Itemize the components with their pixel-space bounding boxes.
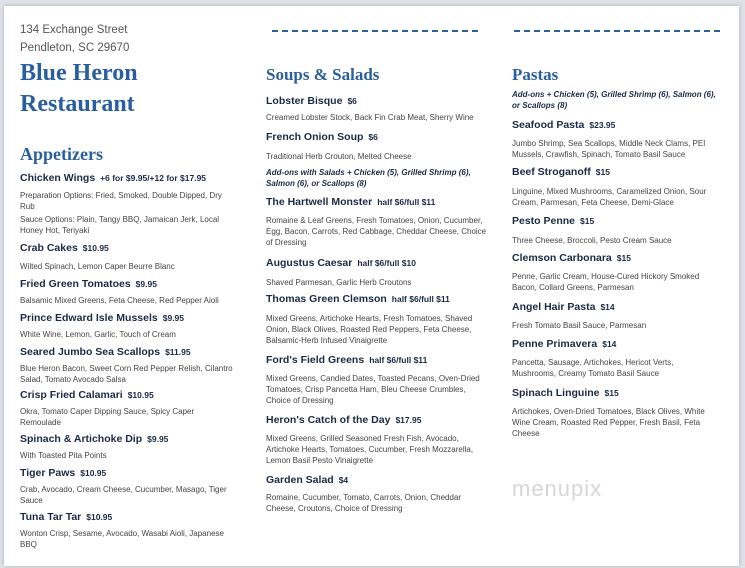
menu-item-desc: Three Cheese, Broccoli, Pesto Cream Sauce (512, 236, 672, 245)
menu-item-title: Prince Edward Isle Mussels $9.95 (20, 312, 185, 324)
menu-item-title: Crab Cakes $10.95 (20, 242, 109, 254)
menu-item-desc: Linguine, Mixed Mushrooms, Caramelized Onion, Sour Cream, Parmesan, Feta Cheese, Demi-Glace (512, 187, 707, 207)
menu-item-title: The Hartwell Monster half $6/full $11 (266, 196, 436, 208)
menu-item-desc: Wonton Crisp, Sesame, Avocado, Wasabi Aioli, Japanese BBQ (20, 529, 224, 549)
menu-item-desc: Artichokes, Oven-Dried Tomatoes, Black Olives, White Wine Cream, Roasted Red Pepper, Fresh Basil, Feta Cheese (512, 407, 705, 438)
menu-item-desc: Crab, Avocado, Cream Cheese, Cucumber, Masago, Tiger Sauce (20, 485, 227, 505)
menu-item-desc: Creamed Lobster Stock, Back Fin Crab Meat, Sherry Wine (266, 113, 474, 122)
menu-item-title: Clemson Carbonara $15 (512, 252, 631, 264)
menu-item-desc: Blue Heron Bacon, Sweet Corn Red Pepper Relish, Cilantro Salad, Tomato Avocado Salsa (20, 364, 233, 384)
menu-item-title: Spinach Linguine $15 (512, 387, 619, 399)
menu-item-title: Pesto Penne $15 (512, 215, 595, 227)
menu-item-desc: Jumbo Shrimp, Sea Scallops, Middle Neck Clams, PEI Mussels, Crawfish, Spinach, Tomato Basil Sauce (512, 139, 706, 159)
menu-item-desc: Penne, Garlic Cream, House-Cured Hickory Smoked Bacon, Collard Greens, Parmesan (512, 272, 700, 292)
menu-item-title: Tuna Tar Tar $10.95 (20, 511, 113, 523)
menu-item-title: Crisp Fried Calamari $10.95 (20, 389, 154, 401)
appetizers-title: Appetizers (20, 144, 103, 164)
menu-item-desc: Mixed Greens, Grilled Seasoned Fresh Fish, Avocado, Artichoke Hearts, Tomatoes, Cucumber, Fresh Mozzarella, Lemon Basil Pesto Vinaigrette (266, 434, 474, 465)
restaurant-name-line1: Blue Heron (20, 60, 138, 86)
menu-item-desc: Mixed Greens, Artichoke Hearts, Fresh Tomatoes, Shaved Onion, Black Olives, Roasted Red Peppers, Feta Cheese, Balsamic-Herb Infused Vinaigrette (266, 314, 473, 345)
menu-item-title: Penne Primavera $14 (512, 338, 617, 350)
menu-item-title: Augustus Caesar half $6/full $10 (266, 257, 416, 269)
menu-item-title: Lobster Bisque $6 (266, 95, 357, 107)
menu-item-title: Ford's Field Greens half $6/full $11 (266, 354, 428, 366)
menu-item-title: Spinach & Artichoke Dip $9.95 (20, 433, 169, 445)
menu-item-title: Garden Salad $4 (266, 474, 349, 486)
menu-item-desc: Mixed Greens, Candied Dates, Toasted Pecans, Oven-Dried Tomatoes, Crisp Pancetta Ham, Bleu Cheese Crumbles, Choice of Dressing (266, 374, 480, 405)
menu-item-title: Thomas Green Clemson half $6/full $11 (266, 293, 450, 305)
menu-item-desc: Sauce Options: Plain, Tangy BBQ, Jamaican Jerk, Local Honey Hot, Teriyaki (20, 215, 220, 235)
watermark-logo: menupix (512, 476, 603, 501)
menu-item-title: Seared Jumbo Sea Scallops $11.95 (20, 346, 191, 358)
menu-item-title: Seafood Pasta $23.95 (512, 119, 616, 131)
menu-item-desc: White Wine, Lemon, Garlic, Touch of Cream (20, 330, 176, 339)
menu-item-desc: Okra, Tomato Caper Dipping Sauce, Spicy Caper Remoulade (20, 407, 195, 427)
menu-item-desc: With Toasted Pita Points (20, 451, 107, 460)
menu-item-desc: Balsamic Mixed Greens, Feta Cheese, Red Pepper Aioli (20, 296, 219, 305)
menu-item-title: Chicken Wings +6 for $9.95/+12 for $17.95 (20, 172, 207, 184)
menu-item-desc: Pancetta, Sausage, Artichokes, Hericot Verts, Mushrooms, Creamy Tomato Basil Sauce (512, 358, 674, 378)
salad-addons-note: Add-ons with Salads + Chicken (5), Grilled Shrimp (6), Salmon (6), or Scallops (8) (266, 168, 471, 188)
menu-item-desc: Preparation Options: Fried, Smoked, Double Dipped, Dry Rub (20, 191, 222, 211)
menu-item-title: Tiger Paws $10.95 (20, 467, 107, 479)
menu-item-desc: Fresh Tomato Basil Sauce, Parmesan (512, 321, 647, 330)
menu-item-desc: Traditional Herb Crouton, Melted Cheese (266, 152, 412, 161)
divider (514, 30, 720, 32)
address-street: 134 Exchange Street (20, 24, 128, 36)
menu-page (4, 6, 739, 566)
menu-item-desc: Wilted Spinach, Lemon Caper Beurre Blanc (20, 262, 175, 271)
menu-item-desc: Romaine, Cucumber, Tomato, Carrots, Onion, Cheddar Cheese, Croutons, Choice of Dressing (266, 493, 462, 513)
menu-item-title: Angel Hair Pasta $14 (512, 301, 615, 313)
address-city: Pendleton, SC 29670 (20, 42, 130, 54)
soups-salads-title: Soups & Salads (266, 65, 380, 84)
menu-item-title: Beef Stroganoff $15 (512, 166, 610, 178)
restaurant-name-line2: Restaurant (20, 91, 135, 117)
menu-item-title: Heron's Catch of the Day $17.95 (266, 414, 422, 426)
menu-item-title: Fried Green Tomatoes $9.95 (20, 278, 157, 290)
divider (272, 30, 478, 32)
menu-item-desc: Shaved Parmesan, Garlic Herb Croutons (266, 278, 412, 287)
pastas-title: Pastas (512, 65, 559, 84)
pasta-addons-note: Add-ons + Chicken (5), Grilled Shrimp (6), Salmon (6), or Scallops (8) (512, 90, 716, 110)
menu-item-desc: Romaine & Leaf Greens, Fresh Tomatoes, Onion, Cucumber, Egg, Bacon, Carrots, Red Cabbage, Cheddar Cheese, Choice of Dressing (266, 216, 487, 247)
menu-item-title: French Onion Soup $6 (266, 131, 378, 143)
